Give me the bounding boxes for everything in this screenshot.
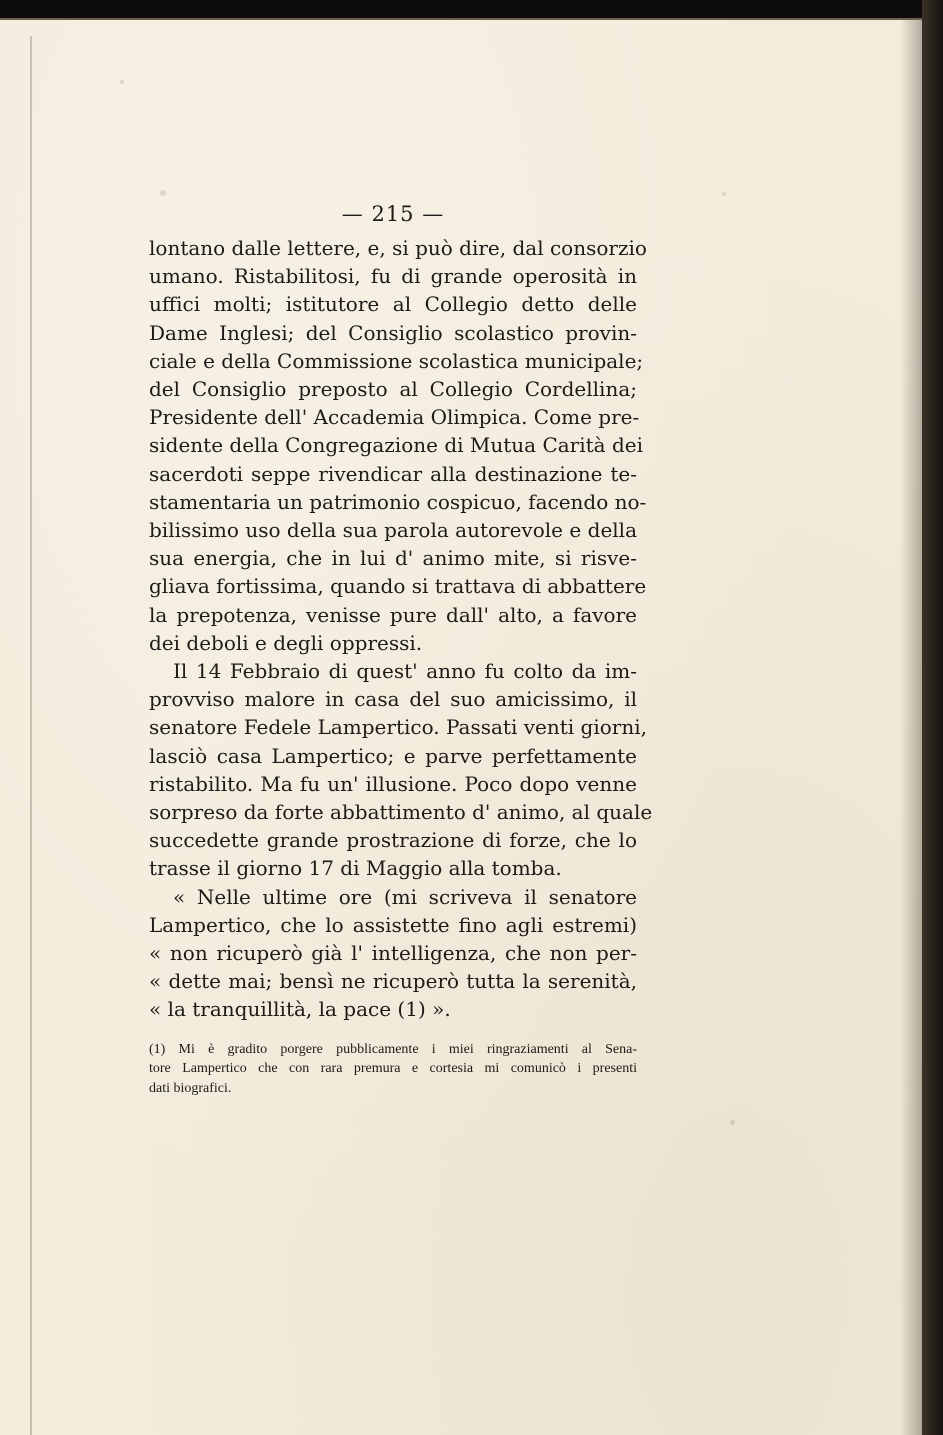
paper-page xyxy=(0,18,922,1435)
text-line: trasse il giorno 17 di Maggio alla tomba. xyxy=(149,856,562,881)
footnote-line: dati biografici. xyxy=(149,1080,232,1096)
paper-speck xyxy=(120,80,124,84)
paper-speck xyxy=(730,1120,735,1125)
paragraph-2 xyxy=(149,657,653,883)
text-line: succedette grande prostrazione di forze, che lo xyxy=(149,828,637,853)
text-line: stamentaria un patrimonio cospicuo, facendo no- xyxy=(149,489,647,514)
text-line: lontano dalle lettere, e, si può dire, dal consorzio xyxy=(149,236,647,260)
paragraph-1 xyxy=(149,234,647,657)
text-line: provviso malore in casa del suo amicissimo, il xyxy=(149,687,637,712)
text-line: bilissimo uso della sua parola autorevole e della xyxy=(149,518,637,543)
text-line: Lampertico, che lo assistette fino agli estremi) xyxy=(149,912,637,937)
footnote-line: tore Lampertico che con rara premura e cortesia mi comunicò i presenti xyxy=(149,1061,637,1077)
book-edge-shadow xyxy=(922,0,943,1435)
page-edge-shading xyxy=(900,20,922,1435)
gutter-fold-line xyxy=(30,36,32,1435)
text-line: Il 14 Febbraio di quest' anno fu colto da im- xyxy=(173,659,637,684)
text-line: uffici molti; istitutore al Collegio detto delle xyxy=(149,292,637,317)
text-line: dei deboli e degli oppressi. xyxy=(149,630,423,655)
text-line: « non ricuperò già l' intelligenza, che non per- xyxy=(149,941,637,966)
text-line: Presidente dell' Accademia Olimpica. Come pre- xyxy=(149,405,640,430)
text-line: « dette mai; bensì ne ricuperò tutta la serenità, xyxy=(149,969,637,994)
page-text-block xyxy=(149,200,653,1098)
text-line: umano. Ristabilitosi, fu di grande operosità in xyxy=(149,264,637,289)
text-line: sorpreso da forte abbattimento d' animo, al quale xyxy=(149,800,653,825)
text-line: sua energia, che in lui d' animo mite, si risve- xyxy=(149,546,637,571)
footnote xyxy=(149,1040,637,1099)
text-line: lasciò casa Lampertico; e parve perfettamente xyxy=(149,743,637,768)
text-line: gliava fortissima, quando si trattava di abbattere xyxy=(149,574,647,599)
paper-speck xyxy=(160,190,166,196)
page-number: — 215 — xyxy=(341,202,445,226)
text-line: « la tranquillità, la pace (1) ». xyxy=(149,997,451,1022)
text-line: del Consiglio preposto al Collegio Cordellina; xyxy=(149,377,637,402)
paper-speck xyxy=(722,192,726,196)
text-line: Dame Inglesi; del Consiglio scolastico provin- xyxy=(149,320,637,345)
text-line: ristabilito. Ma fu un' illusione. Poco dopo venne xyxy=(149,771,637,796)
text-line: sidente della Congregazione di Mutua Carità dei xyxy=(149,433,643,458)
footnote-line: (1) Mi è gradito porgere pubblicamente i miei ringraziamenti al Sena- xyxy=(149,1041,637,1057)
text-line: la prepotenza, venisse pure dall' alto, a favore xyxy=(149,602,637,627)
text-line: senatore Fedele Lampertico. Passati venti giorni, xyxy=(149,715,647,740)
text-line: ciale e della Commissione scolastica municipale; xyxy=(149,348,644,373)
text-line: sacerdoti seppe rivendicar alla destinazione te- xyxy=(149,461,637,486)
text-line: « Nelle ultime ore (mi scriveva il senatore xyxy=(173,884,637,909)
paragraph-3 xyxy=(149,883,637,1024)
